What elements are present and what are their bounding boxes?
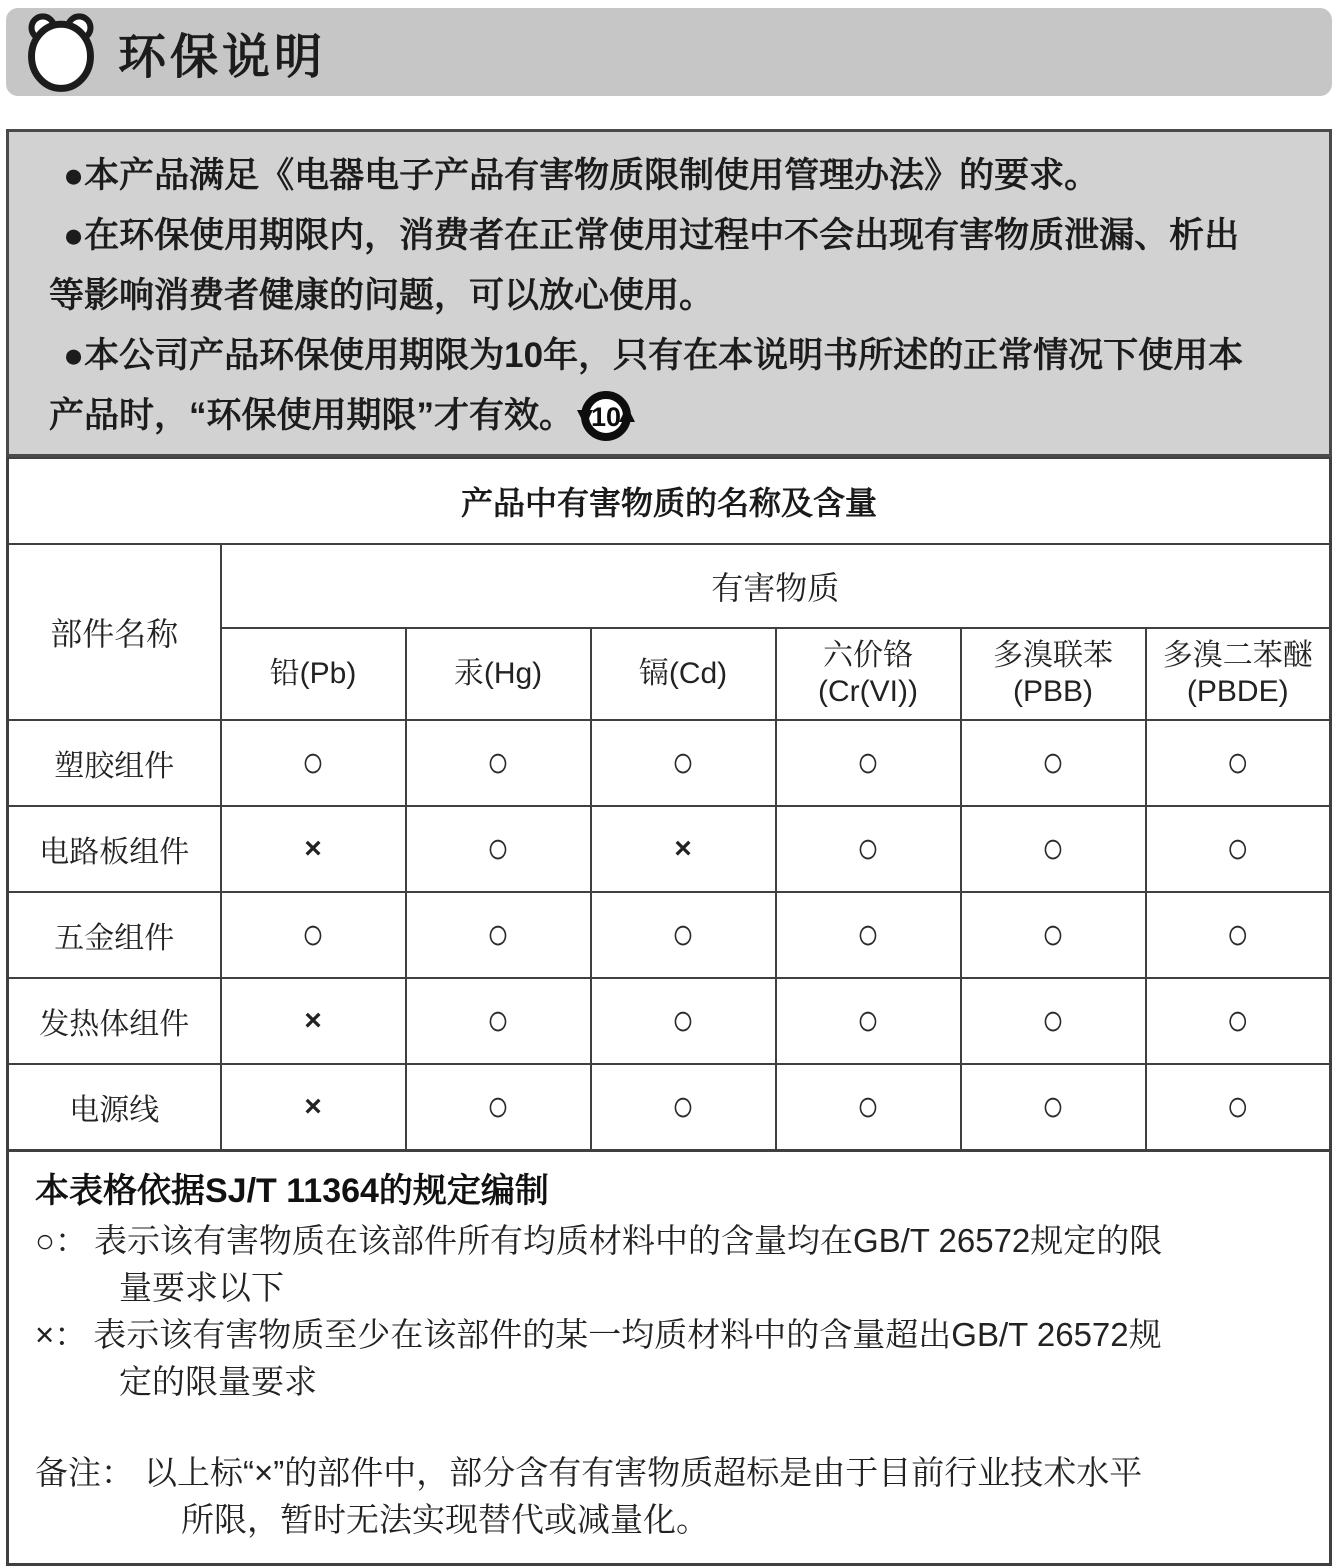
table-header-row-group bbox=[8, 544, 1331, 628]
mark-cell bbox=[591, 978, 776, 1064]
substance-mark: ○ bbox=[671, 995, 695, 1046]
substance-mark: × bbox=[304, 1004, 322, 1037]
substance-mark: × bbox=[304, 1090, 322, 1123]
component-name-cell: 五金组件 bbox=[8, 892, 221, 978]
substance-mark: × bbox=[674, 832, 692, 865]
substance-mark: ○ bbox=[671, 737, 695, 788]
substance-mark: ○ bbox=[1226, 909, 1250, 960]
cross-symbol: ×： bbox=[35, 1316, 88, 1353]
note-text-continued: 量要求以下 bbox=[119, 1269, 284, 1306]
mark-cell bbox=[406, 806, 591, 892]
substance-mark: ○ bbox=[486, 995, 510, 1046]
mark-cell bbox=[406, 720, 591, 806]
component-name-cell: 电源线 bbox=[8, 1064, 221, 1151]
substance-mark: ○ bbox=[856, 1081, 880, 1132]
mark-cell bbox=[961, 892, 1146, 978]
column-header-substance bbox=[1146, 628, 1331, 720]
substance-mark: ○ bbox=[856, 995, 880, 1046]
notes-title: 本表格依据SJ/T 11364的规定编制 bbox=[35, 1172, 549, 1210]
table-title-row bbox=[8, 458, 1331, 544]
page-title: 环保说明 bbox=[118, 30, 327, 84]
substance-mark: ○ bbox=[671, 909, 695, 960]
substance-mark: ○ bbox=[856, 909, 880, 960]
column-header-component: 部件名称 bbox=[8, 544, 221, 720]
substance-mark: ○ bbox=[301, 909, 325, 960]
table-notes-box bbox=[6, 1152, 1332, 1566]
column-header-substances-group: 有害物质 bbox=[221, 544, 1331, 628]
hazardous-substances-table bbox=[6, 457, 1332, 1152]
mark-cell bbox=[221, 892, 406, 978]
substance-mark: ○ bbox=[1041, 995, 1065, 1046]
eco-notice-box bbox=[6, 129, 1332, 457]
mark-cell bbox=[221, 1064, 406, 1151]
notice-line: ●本产品满足《电器电子产品有害物质限制使用管理办法》的要求。 bbox=[63, 156, 1100, 195]
substance-name: 铅(Pb) bbox=[269, 657, 357, 690]
substance-mark: ○ bbox=[671, 1081, 695, 1132]
table-title: 产品中有害物质的名称及含量 bbox=[8, 458, 1331, 544]
mark-cell bbox=[961, 806, 1146, 892]
table-row bbox=[8, 806, 1331, 892]
mark-cell bbox=[221, 806, 406, 892]
component-name-cell: 电路板组件 bbox=[8, 806, 221, 892]
remark-text: 以上标“×”的部件中，部分含有有害物质超标是由于目前行业技术水平 bbox=[144, 1454, 1143, 1491]
mark-cell bbox=[776, 1064, 961, 1151]
note-text: 表示该有害物质至少在该部件的某一均质材料中的含量超出GB/T 26572规 bbox=[93, 1316, 1162, 1353]
bear-icon bbox=[22, 11, 100, 93]
column-header-substance bbox=[776, 628, 961, 720]
mark-cell bbox=[1146, 806, 1331, 892]
substance-formula: (Cr(VI)) bbox=[818, 675, 918, 708]
column-header-substance bbox=[406, 628, 591, 720]
substance-mark: ○ bbox=[486, 737, 510, 788]
note-text-continued: 定的限量要求 bbox=[119, 1363, 317, 1400]
table-row bbox=[8, 1064, 1331, 1151]
mark-cell bbox=[1146, 978, 1331, 1064]
substance-name: 汞(Hg) bbox=[453, 657, 543, 690]
mark-cell bbox=[406, 892, 591, 978]
circle-symbol: ○： bbox=[35, 1222, 88, 1259]
remark-label: 备注： bbox=[35, 1454, 134, 1491]
component-name-cell: 塑胶组件 bbox=[8, 720, 221, 806]
column-header-substance bbox=[961, 628, 1146, 720]
substance-mark: ○ bbox=[486, 909, 510, 960]
epup-10-years-icon bbox=[576, 386, 636, 446]
mark-cell bbox=[961, 1064, 1146, 1151]
table-row bbox=[8, 892, 1331, 978]
substance-formula: (PBB) bbox=[1012, 675, 1093, 708]
mark-cell bbox=[591, 720, 776, 806]
substance-name: 镉(Cd) bbox=[638, 657, 728, 690]
component-name-cell: 发热体组件 bbox=[8, 978, 221, 1064]
substance-mark: ○ bbox=[856, 737, 880, 788]
notice-line: ●在环保使用期限内，消费者在正常使用过程中不会出现有害物质泄漏、析出 bbox=[63, 216, 1240, 255]
mark-cell bbox=[1146, 892, 1331, 978]
remark-text-continued: 所限，暂时无法实现替代或减量化。 bbox=[181, 1501, 709, 1538]
mark-cell bbox=[1146, 1064, 1331, 1151]
mark-cell bbox=[1146, 720, 1331, 806]
mark-cell bbox=[776, 978, 961, 1064]
mark-cell bbox=[406, 978, 591, 1064]
notice-line: ●本公司产品环保使用期限为10年，只有在本说明书所述的正常情况下使用本 bbox=[63, 336, 1244, 375]
column-header-substance bbox=[591, 628, 776, 720]
mark-cell bbox=[961, 978, 1146, 1064]
table-row bbox=[8, 720, 1331, 806]
substance-name: 六价铬 bbox=[823, 639, 913, 672]
notice-line bbox=[49, 386, 1311, 446]
mark-cell bbox=[221, 978, 406, 1064]
substance-mark: ○ bbox=[1041, 909, 1065, 960]
substance-mark: ○ bbox=[1041, 1081, 1065, 1132]
mark-cell bbox=[776, 892, 961, 978]
notice-line-text: 产品时，“环保使用期限”才有效。 bbox=[49, 396, 575, 435]
substance-formula: (PBDE) bbox=[1186, 675, 1289, 708]
mark-cell bbox=[961, 720, 1146, 806]
substance-mark: ○ bbox=[301, 737, 325, 788]
mark-cell bbox=[591, 892, 776, 978]
mark-cell bbox=[591, 1064, 776, 1151]
substance-mark: ○ bbox=[1226, 823, 1250, 874]
substance-mark: ○ bbox=[1226, 1081, 1250, 1132]
notice-line: 等影响消费者健康的问题，可以放心使用。 bbox=[49, 276, 715, 315]
substance-name: 多溴二苯醚 bbox=[1162, 639, 1313, 672]
substance-mark: ○ bbox=[1226, 995, 1250, 1046]
substance-mark: ○ bbox=[486, 823, 510, 874]
remark-line bbox=[35, 1449, 1309, 1496]
mark-cell bbox=[591, 806, 776, 892]
note-text: 表示该有害物质在该部件所有均质材料中的含量均在GB/T 26572规定的限 bbox=[93, 1222, 1163, 1259]
epup-year-label: 10 bbox=[590, 402, 622, 432]
section-header-band bbox=[6, 8, 1332, 96]
substance-mark: ○ bbox=[486, 1081, 510, 1132]
substance-name: 多溴联苯 bbox=[993, 639, 1113, 672]
column-header-substance bbox=[221, 628, 406, 720]
note-cross-definition bbox=[35, 1311, 1309, 1358]
mark-cell bbox=[776, 806, 961, 892]
substance-mark: ○ bbox=[1041, 737, 1065, 788]
substance-mark: × bbox=[304, 832, 322, 865]
substance-mark: ○ bbox=[1041, 823, 1065, 874]
mark-cell bbox=[406, 1064, 591, 1151]
mark-cell bbox=[221, 720, 406, 806]
note-circle-definition bbox=[35, 1217, 1309, 1264]
substance-mark: ○ bbox=[1226, 737, 1250, 788]
substance-mark: ○ bbox=[856, 823, 880, 874]
table-row bbox=[8, 978, 1331, 1064]
mark-cell bbox=[776, 720, 961, 806]
